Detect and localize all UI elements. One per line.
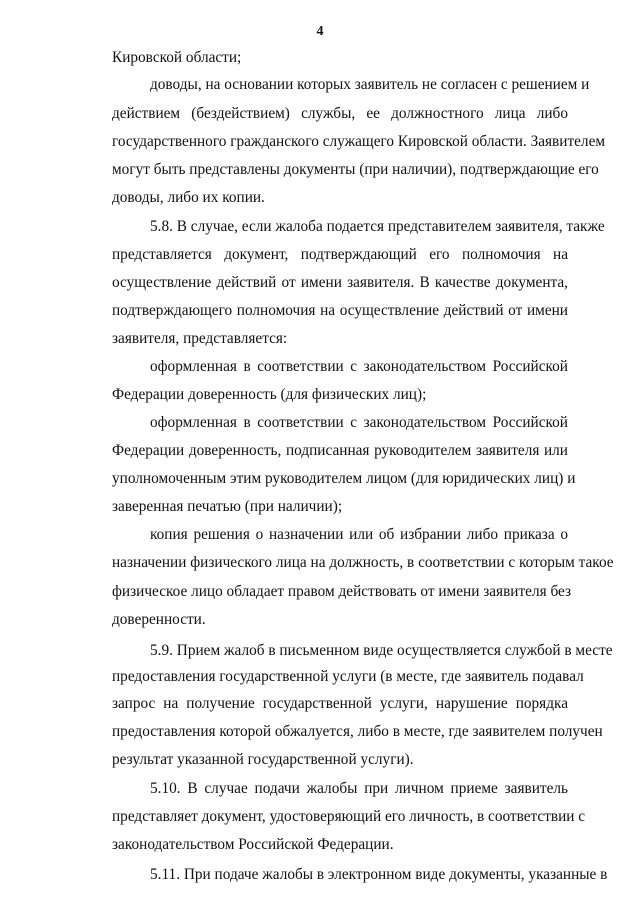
text-line: 5.9. Прием жалоб в письменном виде осуществляется службой в месте [150, 642, 613, 659]
text-line: представляется документ, подтверждающий его полномочия на [112, 246, 568, 263]
text-line: оформленная в соответствии с законодательством Российской [150, 414, 568, 431]
text-line: государственного гражданского служащего Кировской области. Заявителем [112, 133, 606, 150]
text-line: действием (бездействием) службы, ее должностного лица либо [112, 105, 568, 122]
text-line: подтверждающего полномочия на осуществление действий от имени [112, 302, 568, 319]
text-line: предоставления которой обжалуется, либо в месте, где заявителем получен [112, 723, 603, 740]
text-line: копия решения о назначении или об избрании либо приказа о [150, 526, 568, 543]
text-line: доводы, на основании которых заявитель не согласен с решением и [150, 76, 590, 93]
text-line: могут быть представлены документы (при наличии), подтверждающие его [112, 161, 599, 178]
text-line: доверенности. [112, 611, 206, 628]
text-line: назначении физического лица на должность, в соответствии с которым такое [112, 554, 614, 571]
text-line: предоставления государственной услуги (в месте, где заявитель подавал [112, 668, 584, 685]
text-line: заверенная печатью (при наличии); [112, 498, 343, 515]
text-line: 5.10. В случае подачи жалобы при личном приеме заявитель [150, 780, 568, 797]
text-line: осуществление действий от имени заявителя. В качестве документа, [112, 274, 568, 291]
text-line: запрос на получение государственной услуги, нарушение порядка [112, 695, 568, 712]
page-number: 4 [316, 24, 324, 39]
text-line: оформленная в соответствии с законодательством Российской [150, 358, 568, 375]
text-line: заявителя, представляется: [112, 330, 288, 347]
text-line: физическое лицо обладает правом действовать от имени заявителя без [112, 583, 572, 600]
text-line: доводы, либо их копии. [112, 189, 265, 206]
text-line: 5.11. При подаче жалобы в электронном виде документы, указанные в [150, 866, 608, 883]
text-line: Федерации доверенность (для физических лиц); [112, 386, 427, 403]
text-line: 5.8. В случае, если жалоба подается представителем заявителя, также [150, 218, 605, 235]
text-line: законодательством Российской Федерации. [112, 836, 394, 853]
text-line: Федерации доверенность, подписанная руководителем заявителя или [112, 442, 568, 459]
text-line: уполномоченным этим руководителем лицом (для юридических лиц) и [112, 470, 576, 487]
text-line: представляет документ, удостоверяющий его личность, в соответствии с [112, 808, 586, 825]
text-line: результат указанной государственной услуги). [112, 751, 414, 768]
text-line: Кировской области; [112, 49, 242, 66]
